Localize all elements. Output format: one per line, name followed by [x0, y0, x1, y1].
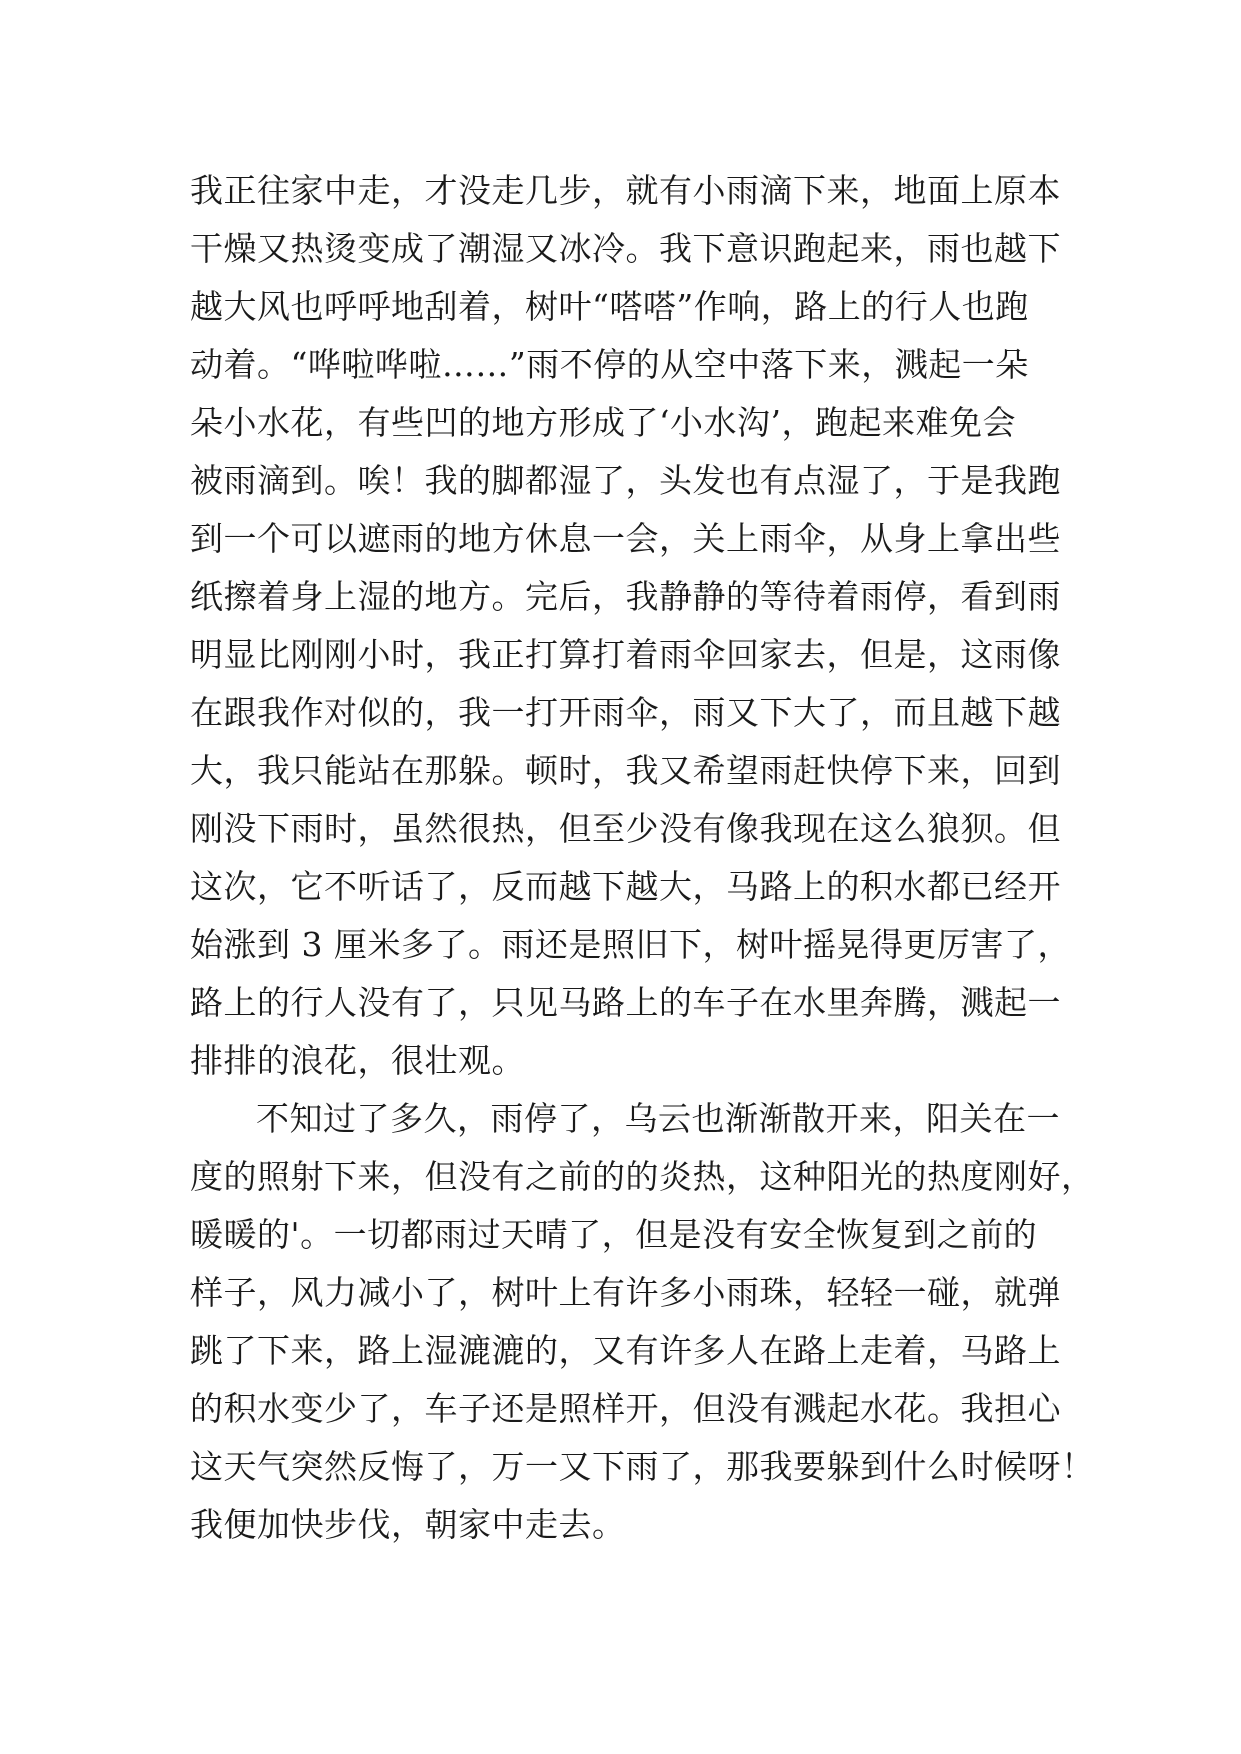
- text-line: 跳了下来，路上湿漉漉的，又有许多人在路上走着，马路上: [190, 1331, 1061, 1370]
- text-line: 暖暖的'。一切都雨过天晴了，但是没有安全恢复到之前的: [190, 1215, 1038, 1254]
- text-line: 的积水变少了，车子还是照样开，但没有溅起水花。我担心: [190, 1389, 1061, 1428]
- paragraph-1: [190, 162, 1070, 1090]
- text-line: 越大风也呼呼地刮着，树叶“嗒嗒”作响，路上的行人也跑: [190, 287, 1029, 326]
- text-line: 大，我只能站在那躲。顿时，我又希望雨赶快停下来，回到: [190, 751, 1061, 790]
- text-line: 动着。“哗啦哗啦……”雨不停的从空中落下来，溅起一朵: [190, 345, 1029, 384]
- text-line: 刚没下雨时，虽然很热，但至少没有像我现在这么狼狈。但: [190, 809, 1061, 848]
- text-line: 这次，它不听话了，反而越下越大，马路上的积水都已经开: [190, 867, 1061, 906]
- text-line: 明显比刚刚小时，我正打算打着雨伞回家去，但是，这雨像: [190, 635, 1061, 674]
- paragraph-2: [190, 1090, 1095, 1554]
- text-line: 度的照射下来，但没有之前的的炎热，这种阳光的热度刚好，: [190, 1157, 1095, 1196]
- text-line: 朵小水花，有些凹的地方形成了‘小水沟’，跑起来难免会: [190, 403, 1016, 442]
- text-line: 我正往家中走，才没走几步，就有小雨滴下来，地面上原本: [190, 171, 1061, 210]
- text-line: 路上的行人没有了，只见马路上的车子在水里奔腾，溅起一: [190, 983, 1061, 1022]
- text-line-indented: 不知过了多久，雨停了，乌云也渐渐散开来，阳关在一: [256, 1099, 1060, 1138]
- text-line: 我便加快步伐，朝家中走去。: [190, 1505, 626, 1544]
- text-line: 到一个可以遮雨的地方休息一会，关上雨伞，从身上拿出些: [190, 519, 1061, 558]
- text-line: 始涨到 3 厘米多了。雨还是照旧下，树叶摇晃得更厉害了，: [190, 925, 1071, 964]
- text-line: 纸擦着身上湿的地方。完后，我静静的等待着雨停，看到雨: [190, 577, 1061, 616]
- text-line: 干燥又热烫变成了潮湿又冰冷。我下意识跑起来，雨也越下: [190, 229, 1061, 268]
- text-line: 被雨滴到。唉！我的脚都湿了，头发也有点湿了，于是我跑: [190, 461, 1061, 500]
- text-line: 样子，风力减小了，树叶上有许多小雨珠，轻轻一碰，就弹: [190, 1273, 1061, 1312]
- text-line: 在跟我作对似的，我一打开雨伞，雨又下大了，而且越下越: [190, 693, 1061, 732]
- text-line: 排排的浪花，很壮观。: [190, 1041, 525, 1080]
- document-body: [190, 162, 1095, 1554]
- text-line: 这天气突然反悔了，万一又下雨了，那我要躲到什么时候呀！: [190, 1447, 1095, 1486]
